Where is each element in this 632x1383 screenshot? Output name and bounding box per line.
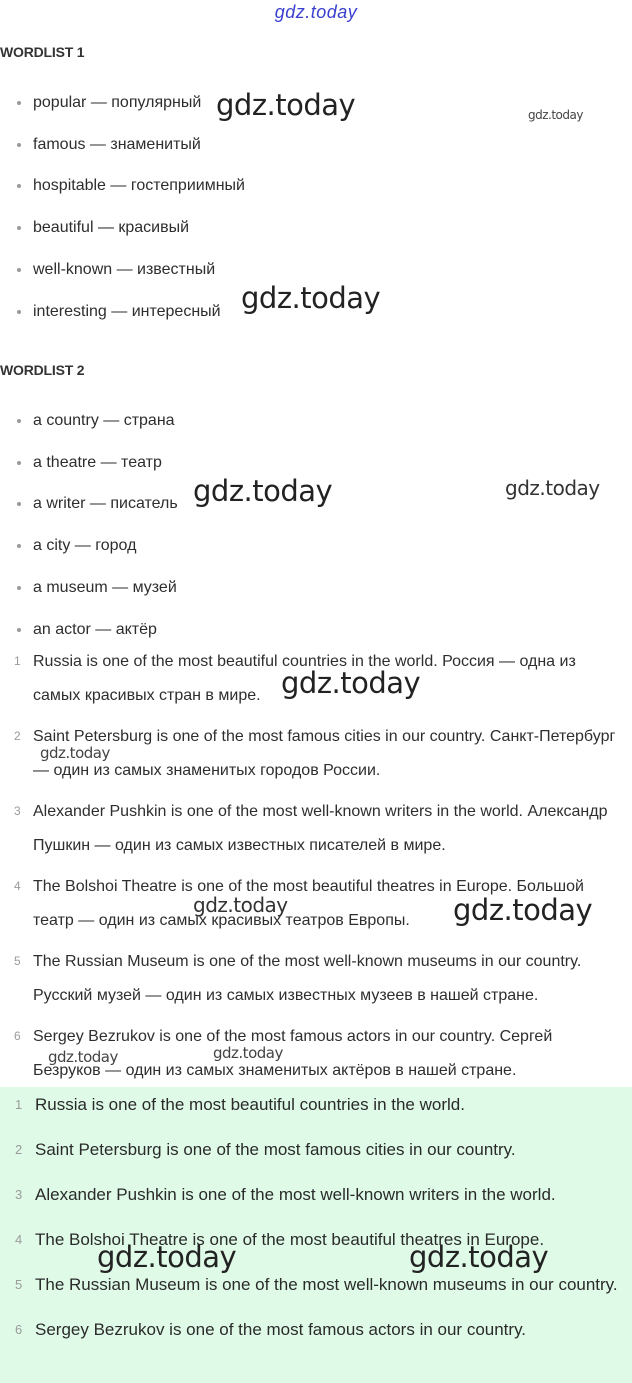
answer-text: Sergey Bezrukov is one of the most famous actors in our country. (35, 1320, 527, 1339)
translation-text: The Russian Museum is one of the most well-known museums in our country. Русский музей — один из самых известных музеев в нашей стране. (33, 953, 582, 1004)
translation-text: Russia is one of the most beautiful countries in the world. Россия — одна из самых красивых стран в мире. (33, 653, 576, 704)
bullet-icon (17, 419, 21, 423)
watermark: gdz.today (193, 474, 333, 508)
word-pair: beautiful — красивый (33, 219, 190, 237)
watermark: gdz.today (281, 666, 421, 700)
bullet-icon (17, 502, 21, 506)
watermark: gdz.today (409, 1240, 549, 1274)
list-item (0, 484, 178, 526)
bullet-icon (17, 544, 21, 548)
answer-text: The Russian Museum is one of the most well-known museums in our country. (35, 1275, 618, 1294)
bullet-icon (17, 101, 21, 105)
word-pair: a museum — музей (33, 579, 177, 597)
item-number: 5 (15, 1277, 23, 1292)
bullet-icon (17, 184, 21, 188)
watermark: gdz.today (40, 744, 110, 762)
answer-box (0, 1087, 632, 1383)
word-pair: a theatre — театр (33, 453, 162, 471)
item-number: 2 (15, 1142, 23, 1157)
list-item (0, 207, 245, 249)
word-pair: famous — знаменитый (33, 135, 201, 153)
word-pair: a writer — писатель (33, 495, 178, 513)
word-pair: interesting — интересный (33, 302, 221, 320)
translation-text: Saint Petersburg is one of the most famous cities in our country. Санкт-Петербург — один из самых знаменитых городов России. (33, 728, 616, 779)
item-number: 4 (15, 1232, 23, 1247)
translation-item (0, 720, 632, 787)
answer-text: Russia is one of the most beautiful countries in the world. (35, 1095, 465, 1114)
word-pair: a country — страна (33, 411, 175, 429)
bullet-icon (17, 226, 21, 230)
bullet-icon (17, 268, 21, 272)
watermark: gdz.today (505, 476, 600, 500)
translation-text: Sergey Bezrukov is one of the most famous actors in our country. Сергей Безруков — один из самых знаменитых актёров в нашей стране. (33, 1028, 553, 1079)
translation-item (0, 795, 632, 862)
word-pair: an actor — актёр (33, 620, 157, 638)
list-item (0, 567, 178, 609)
word-pair: popular — популярный (33, 93, 202, 111)
answer-item (0, 1177, 632, 1213)
translation-text: The Bolshoi Theatre is one of the most beautiful theatres in Europe. Большой театр — один из самых красивых театров Европы. (33, 878, 584, 929)
translation-item (0, 945, 632, 1012)
wordlist-2 (0, 400, 178, 651)
list-item (0, 166, 245, 208)
answer-item (0, 1132, 632, 1168)
answer-item (0, 1087, 632, 1123)
bullet-icon (17, 586, 21, 590)
item-number: 4 (14, 879, 21, 893)
bullet-icon (17, 628, 21, 632)
list-item (0, 249, 245, 291)
bullet-icon (17, 310, 21, 314)
answer-item (0, 1222, 632, 1258)
watermark: gdz.today (453, 893, 593, 927)
translation-item (0, 870, 632, 937)
watermark: gdz.today (97, 1240, 237, 1274)
list-item (0, 291, 245, 333)
word-pair: hospitable — гостеприимный (33, 177, 245, 195)
answer-item (0, 1267, 632, 1303)
wordlist-2-heading: WORDLIST 2 (0, 362, 85, 378)
answer-text: The Bolshoi Theatre is one of the most beautiful theatres in Europe. (35, 1230, 545, 1249)
translation-list (0, 645, 632, 1095)
watermark: gdz.today (216, 88, 356, 122)
word-pair: well-known — известный (33, 261, 216, 279)
list-item (0, 442, 178, 484)
watermark: gdz.today (528, 108, 583, 122)
item-number: 2 (14, 729, 21, 743)
watermark: gdz.today (241, 281, 381, 315)
translation-item (0, 1020, 632, 1087)
wordlist-1-heading: WORDLIST 1 (0, 44, 85, 60)
item-number: 1 (15, 1097, 23, 1112)
list-item (0, 82, 245, 124)
translation-text: Alexander Pushkin is one of the most well-known writers in the world. Александр Пушкин — один из самых известных писателей в мире. (33, 803, 608, 854)
word-pair: a city — город (33, 537, 137, 555)
wordlist-1 (0, 82, 245, 333)
list-item (0, 525, 178, 567)
translation-item (0, 645, 632, 712)
answer-list (0, 1087, 632, 1348)
answer-text: Saint Petersburg is one of the most famous cities in our country. (35, 1140, 516, 1159)
list-item (0, 400, 178, 442)
bullet-icon (17, 143, 21, 147)
item-number: 3 (15, 1187, 23, 1202)
watermark: gdz.today (193, 893, 288, 917)
list-item (0, 124, 245, 166)
item-number: 3 (14, 804, 21, 818)
item-number: 6 (15, 1322, 23, 1337)
item-number: 5 (14, 954, 21, 968)
site-logo[interactable]: gdz.today (274, 2, 358, 22)
watermark: gdz.today (213, 1044, 283, 1062)
bullet-icon (17, 461, 21, 465)
item-number: 1 (14, 654, 21, 668)
answer-text: Alexander Pushkin is one of the most well-known writers in the world. (35, 1185, 556, 1204)
answer-item (0, 1312, 632, 1348)
watermark: gdz.today (48, 1048, 118, 1066)
item-number: 6 (14, 1029, 21, 1043)
